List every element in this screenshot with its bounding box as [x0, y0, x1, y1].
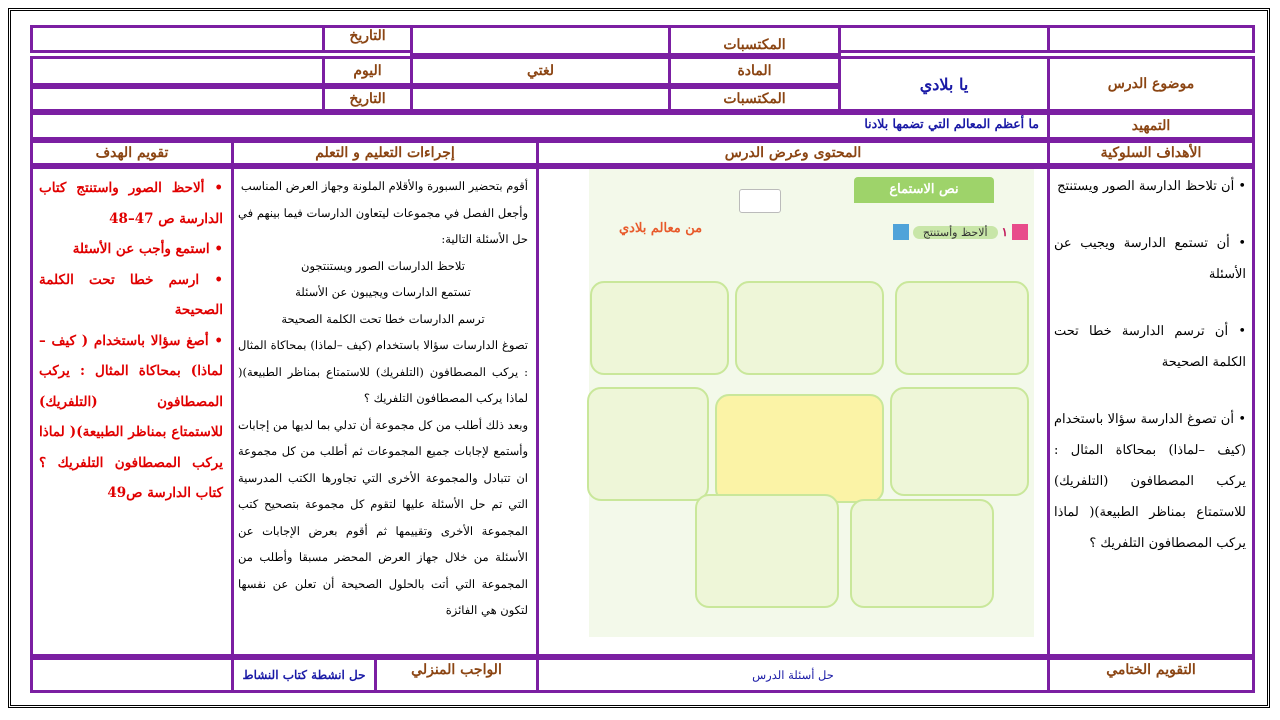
objective-item: • أن تصوغ الدارسة سؤالا باستخدام (كيف –لماذا) بمحاكاة المثال : يركب المصطافون (التلفريك) للاستمتاع بمناظر الطبيعة)( لماذا يركب المصطافون التلفريك ؟: [1054, 412, 1246, 551]
procedure-line: تصوغ الدارسات سؤالا باستخدام (كيف –لماذا) بمحاكاة المثال : يركب المصطافون (التلفريك) للاستمتاع بمناظر الطبيعة)( لماذا يركب المصطافون التلفريك ؟: [238, 338, 528, 405]
objective-item: • أن تلاحظ الدارسة الصور ويستنتج: [1057, 179, 1246, 194]
procedure-line: تلاحظ الدارسات الصور ويستنتجون: [301, 258, 465, 273]
topic-top-cell: [1047, 25, 1255, 53]
procedure-line: ترسم الدارسات خطا تحت الكلمة الصحيحة: [281, 311, 485, 326]
date-label: التاريخ: [322, 86, 413, 112]
objective-item: • أن ترسم الدارسة خطا تحت الكلمة الصحيحة: [1054, 324, 1246, 370]
final-eval-text: حل أسئلة الدرس: [536, 657, 1050, 693]
final-eval-label: التقويم الختامي: [1047, 657, 1255, 693]
observe-badge: [828, 219, 1028, 245]
intro-label: التمهيد: [1047, 112, 1255, 140]
scene-panel: [890, 387, 1029, 496]
objective-item: • أن تستمع الدارسة ويجيب عن الأسئلة: [1054, 236, 1246, 282]
homework-text: حل انشطة كتاب النشاط: [231, 657, 377, 693]
scene-panel: [895, 281, 1029, 375]
date-value-top: [30, 25, 325, 53]
procedure-line: وأجعل الفصل في مجموعات ليتعاون الدارسات فيما بينهم في حل الأسئلة التالية:: [238, 205, 528, 246]
date-value: [30, 86, 325, 112]
objectives-header: الأهداف السلوكية: [1047, 140, 1255, 166]
scene-panel: [715, 394, 884, 503]
procedure-line: تستمع الدارسات ويجيبون عن الأسئلة: [295, 285, 471, 299]
evaluation-cell: [30, 166, 234, 657]
acquired-value-top: [410, 25, 671, 56]
scene-panel: [735, 281, 884, 375]
content-header: المحتوى وعرض الدرس: [536, 140, 1050, 166]
map-icon: [739, 189, 781, 213]
objectives-cell: [1047, 166, 1255, 657]
evaluation-header: تقويم الهدف: [30, 140, 234, 166]
observe-label: ألاحظ وأستنتج: [913, 226, 998, 239]
evaluation-item: • ارسم خطا تحت الكلمة الصحيحة: [39, 271, 223, 318]
procedure-line: وبعد ذلك أطلب من كل مجموعة أن تدلي بما لديها من إجابات وأستمع لإجابات جميع المجموعات ثم أطلب من كل مجموعة ان تتبادل والمجموعة الأخرى التي تجاورها الكتب المدرسية التي تم حل الأسئلة عليها لتقوم كل مجموعة بتصحيح كتب المجموعة الأخرى وتقييمها ثم أقوم بعرض الإجابات عن الأسئلة من خلال جهاز العرض المحضر مسبقا وأطلب من المجموعة التي أتت بالحلول الصحيحة أن تعلن عن نفسها لتكون هي الفائزة: [238, 417, 528, 617]
evaluation-item: • استمع وأجب عن الأسئلة: [72, 241, 223, 257]
acquired-value: [410, 86, 671, 112]
textbook-illustration: [589, 169, 1034, 637]
acquired-label: المكتسبات: [668, 86, 841, 112]
illustration-title: من معالم بلادي: [619, 221, 703, 236]
subject-value: لغتي: [410, 56, 671, 86]
subject-label: المادة: [668, 56, 841, 86]
day-label: اليوم: [322, 56, 413, 86]
evaluation-item: • ألاحظ الصور واستنتج كتاب الدارسة ص 47–48: [39, 180, 223, 227]
scene-panel: [850, 499, 994, 608]
listening-tab: نص الاستماع: [854, 177, 994, 203]
evaluation-item: • أصغ سؤالا باستخدام ( كيف – لماذا) بمحاكاة المثال : يركب المصطافون (التلفريك) للاستمتاع بمناظر الطبيعة)( لماذا يركب المصطافون التلفريك ؟ كتاب الدارسة ص49: [39, 332, 223, 501]
lesson-topic-value: يا بلادي: [838, 56, 1050, 112]
day-value: [30, 56, 325, 86]
step-number: ١: [1001, 225, 1008, 239]
intro-value: ما أعظم المعالم التي تضمها بلادنا: [30, 112, 1050, 140]
date-label-top: التاريخ: [322, 25, 413, 53]
procedures-header: إجراءات التعليم و التعلم: [231, 140, 539, 166]
lesson-topic-label: موضوع الدرس: [1047, 56, 1255, 112]
scene-panel: [590, 281, 729, 375]
acquired-label-top: المكتسبات: [668, 25, 841, 56]
topic-top-value-cell: [838, 25, 1050, 53]
footer-blank: [30, 657, 234, 693]
procedure-line: أقوم بتحضير السبورة والأقلام الملونة وجهاز العرض المناسب: [240, 179, 528, 193]
procedures-cell: [231, 166, 539, 657]
homework-label: الواجب المنزلي: [374, 657, 539, 693]
content-cell: [536, 166, 1050, 657]
cube-icon: [1012, 224, 1028, 240]
cube-icon: [893, 224, 909, 240]
scene-panel: [695, 494, 839, 608]
scene-panel: [587, 387, 709, 501]
